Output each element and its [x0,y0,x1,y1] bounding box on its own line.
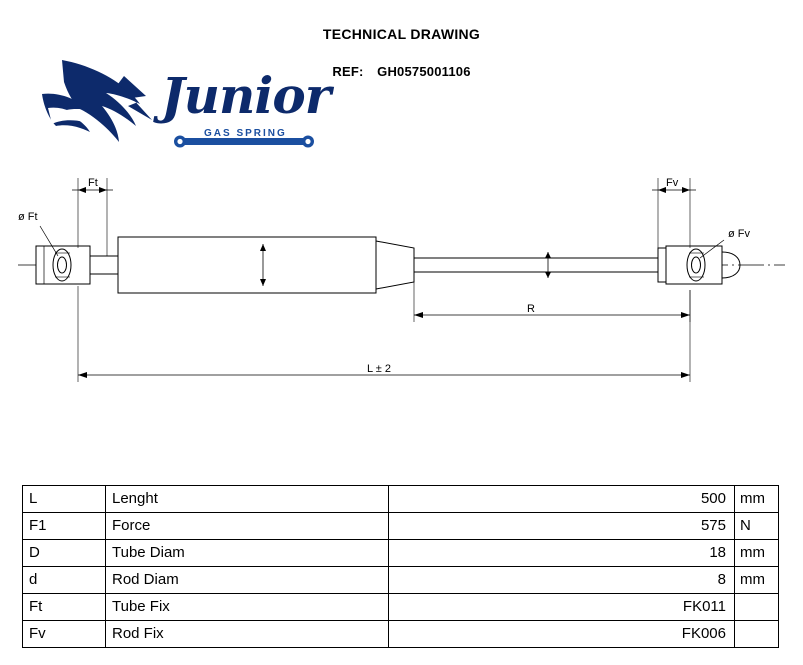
reference-value: GH0575001106 [377,64,471,79]
table-row [23,540,779,567]
gas-spring-drawing [0,160,803,420]
dimension-label-ft: Ft [88,177,98,189]
row-symbol: L [23,486,106,513]
row-name: Lenght [106,486,389,513]
row-value: 8 [389,567,735,594]
table-row [23,594,779,621]
row-name: Rod Diam [106,567,389,594]
row-value: FK011 [389,594,735,621]
logo-wordmark: Junior [161,66,331,125]
row-unit [735,621,779,648]
dimension-label-stroke: R [527,303,535,315]
row-unit: mm [735,540,779,567]
logo-subtitle: GAS SPRING [204,128,287,139]
row-symbol: Fv [23,621,106,648]
table-row [23,621,779,648]
row-symbol: Ft [23,594,106,621]
company-logo [28,52,331,160]
row-symbol: d [23,567,106,594]
row-symbol: F1 [23,513,106,540]
row-unit [735,594,779,621]
row-value: 575 [389,513,735,540]
table-row [23,513,779,540]
row-name: Tube Diam [106,540,389,567]
row-value: FK006 [389,621,735,648]
table-row [23,486,779,513]
specification-table [22,485,779,648]
row-name: Tube Fix [106,594,389,621]
row-unit: mm [735,567,779,594]
row-unit: mm [735,486,779,513]
row-value: 18 [389,540,735,567]
reference-label: REF: [332,64,364,79]
dimension-label-diam-ft: ø Ft [18,211,38,223]
row-name: Force [106,513,389,540]
dimension-label-length: L ± 2 [367,363,391,375]
row-unit: N [735,513,779,540]
table-row [23,567,779,594]
dimension-label-fv: Fv [666,177,679,189]
dimension-label-diam-fv: ø Fv [728,228,750,240]
row-symbol: D [23,540,106,567]
row-name: Rod Fix [106,621,389,648]
row-value: 500 [389,486,735,513]
spec-table-body [23,486,779,648]
page-title: TECHNICAL DRAWING [322,26,481,42]
